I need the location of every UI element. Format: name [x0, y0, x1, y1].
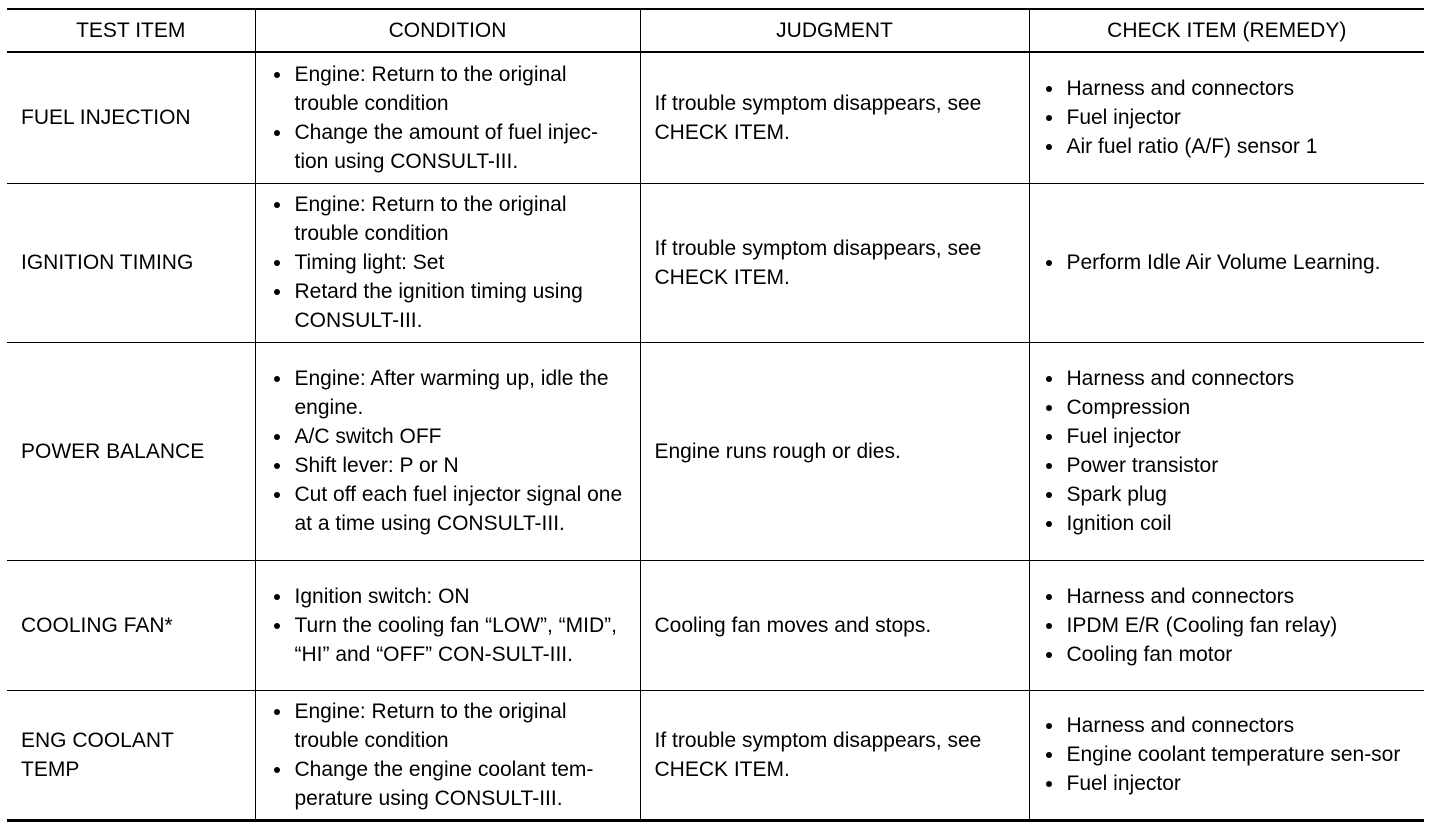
remedy-item: Harness and connectors: [1042, 364, 1419, 393]
header-judgment: JUDGMENT: [640, 9, 1029, 52]
header-check-item: CHECK ITEM (REMEDY): [1107, 19, 1347, 42]
remedy-item: Fuel injector: [1042, 103, 1419, 132]
table-row: [7, 690, 1424, 820]
remedy-item: Ignition coil: [1042, 509, 1419, 538]
remedy-list: [1042, 711, 1419, 798]
condition-item: Retard the ignition timing using CONSULT-III.: [270, 277, 630, 335]
active-test-table-container: [7, 8, 1424, 822]
remedy-item: Engine coolant temperature sen-sor: [1042, 740, 1419, 769]
condition-item: Ignition switch: ON: [270, 582, 630, 611]
remedy-cell: [1029, 183, 1424, 342]
condition-item: Engine: After warming up, idle the engine.: [270, 364, 630, 422]
remedy-cell: [1029, 342, 1424, 560]
remedy-item: Fuel injector: [1042, 769, 1419, 798]
remedy-item: IPDM E/R (Cooling fan relay): [1042, 611, 1419, 640]
condition-item: A/C switch OFF: [270, 422, 630, 451]
remedy-cell: [1029, 560, 1424, 690]
condition-item: Shift lever: P or N: [270, 451, 630, 480]
remedy-list: [1042, 248, 1419, 277]
remedy-item: Compression: [1042, 393, 1419, 422]
test-item-cell: FUEL INJECTION: [7, 52, 255, 183]
test-item-cell: ENG COOLANT TEMP: [7, 690, 255, 820]
condition-list: [270, 60, 630, 176]
condition-list: [270, 190, 630, 335]
condition-item: Engine: Return to the original trouble condition: [270, 60, 630, 118]
condition-item: Engine: Return to the original trouble condition: [270, 697, 630, 755]
header-condition: CONDITION: [255, 9, 640, 52]
condition-cell: [255, 183, 640, 342]
condition-item: Engine: Return to the original trouble condition: [270, 190, 630, 248]
test-item-cell: POWER BALANCE: [7, 342, 255, 560]
judgment-cell: If trouble symptom disappears, see CHECK ITEM.: [640, 52, 1029, 183]
condition-item: Change the amount of fuel injec-tion using CONSULT-III.: [270, 118, 630, 176]
judgment-cell: If trouble symptom disappears, see CHECK ITEM.: [640, 183, 1029, 342]
remedy-item: Cooling fan motor: [1042, 640, 1419, 669]
condition-item: Turn the cooling fan “LOW”, “MID”, “HI” and “OFF” CON-SULT-III.: [270, 611, 630, 669]
remedy-item: Harness and connectors: [1042, 74, 1419, 103]
judgment-cell: If trouble symptom disappears, see CHECK ITEM.: [640, 690, 1029, 820]
condition-cell: [255, 690, 640, 820]
remedy-cell: [1029, 690, 1424, 820]
condition-cell: [255, 560, 640, 690]
condition-item: Cut off each fuel injector signal one at a time using CONSULT-III.: [270, 480, 630, 538]
condition-cell: [255, 342, 640, 560]
remedy-item: Fuel injector: [1042, 422, 1419, 451]
remedy-list: [1042, 364, 1419, 538]
table-header-row: [7, 9, 1424, 52]
condition-cell: [255, 52, 640, 183]
condition-item: Change the engine coolant tem-perature using CONSULT-III.: [270, 755, 630, 813]
remedy-list: [1042, 582, 1419, 669]
header-test-item: TEST ITEM: [7, 9, 255, 52]
remedy-cell: [1029, 52, 1424, 183]
judgment-cell: Engine runs rough or dies.: [640, 342, 1029, 560]
condition-item: Timing light: Set: [270, 248, 630, 277]
remedy-item: Harness and connectors: [1042, 711, 1419, 740]
judgment-cell: Cooling fan moves and stops.: [640, 560, 1029, 690]
active-test-table: [7, 8, 1424, 822]
condition-list: [270, 582, 630, 669]
remedy-item: Power transistor: [1042, 451, 1419, 480]
test-item-cell: COOLING FAN*: [7, 560, 255, 690]
remedy-item: Spark plug: [1042, 480, 1419, 509]
remedy-list: [1042, 74, 1419, 161]
table-row: [7, 342, 1424, 560]
remedy-item: Perform Idle Air Volume Learning.: [1042, 248, 1419, 277]
remedy-item: Harness and connectors: [1042, 582, 1419, 611]
table-row: [7, 560, 1424, 690]
remedy-item: Air fuel ratio (A/F) sensor 1: [1042, 132, 1419, 161]
table-row: [7, 52, 1424, 183]
condition-list: [270, 364, 630, 538]
test-item-cell: IGNITION TIMING: [7, 183, 255, 342]
table-row: [7, 183, 1424, 342]
condition-list: [270, 697, 630, 813]
